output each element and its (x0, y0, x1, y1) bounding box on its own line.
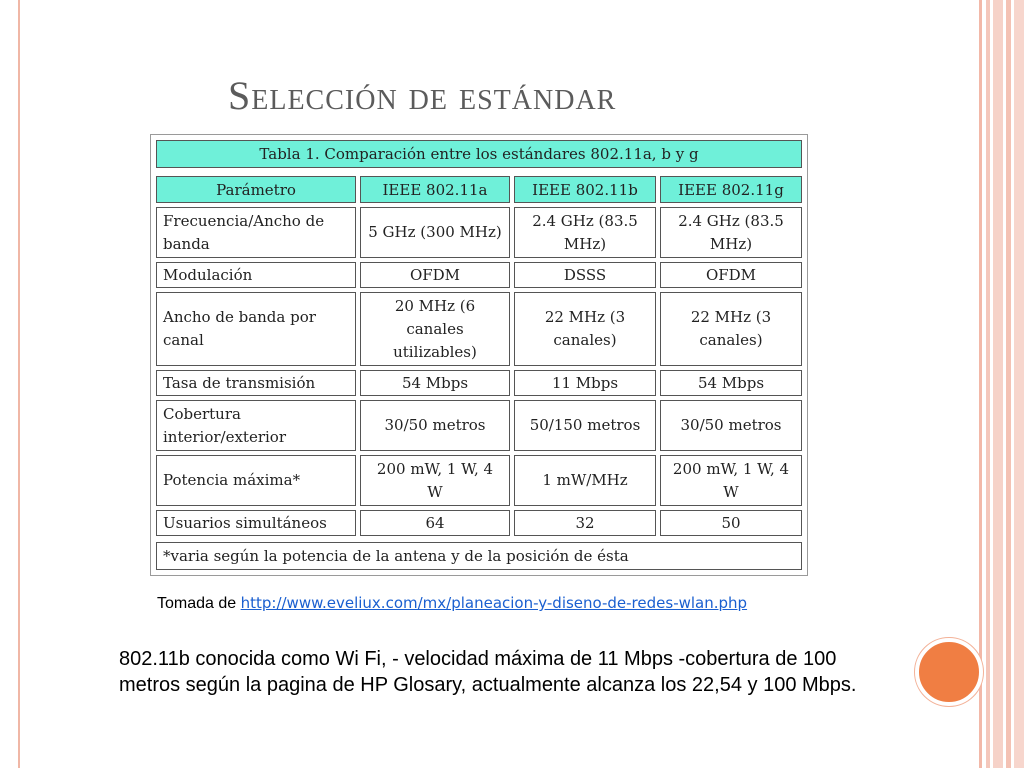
table-cell: DSSS (514, 262, 656, 288)
table-footnote: *varia según la potencia de la antena y de la posición de ésta (156, 542, 802, 570)
decorative-circle (915, 638, 983, 706)
table-row-param: Cobertura interior/exterior (156, 400, 356, 451)
table-cell: 54 Mbps (360, 370, 510, 396)
decorative-stripe (993, 0, 1003, 768)
table-cell: 200 mW, 1 W, 4 W (660, 455, 802, 506)
table-row-param: Frecuencia/Ancho de banda (156, 207, 356, 258)
source-link[interactable]: http://www.eveliux.com/mx/planeacion-y-diseno-de-redes-wlan.php (240, 594, 748, 612)
decorative-stripe (1006, 0, 1011, 768)
table-cell: 1 mW/MHz (514, 455, 656, 506)
table-cell: 50 (660, 510, 802, 536)
table-cell: OFDM (660, 262, 802, 288)
left-frame-line (18, 0, 20, 768)
header-80211g: IEEE 802.11g (660, 176, 802, 203)
table-cell: 2.4 GHz (83.5 MHz) (514, 207, 656, 258)
table-cell: OFDM (360, 262, 510, 288)
table-cell: 54 Mbps (660, 370, 802, 396)
table-cell: 64 (360, 510, 510, 536)
table-cell: 11 Mbps (514, 370, 656, 396)
header-80211a: IEEE 802.11a (360, 176, 510, 203)
table-cell: 50/150 metros (514, 400, 656, 451)
table-cell: 30/50 metros (660, 400, 802, 451)
table-cell: 32 (514, 510, 656, 536)
decorative-stripe (986, 0, 990, 768)
table-cell: 22 MHz (3 canales) (660, 292, 802, 366)
source-prefix: Tomada de (157, 595, 241, 612)
table-row-param: Usuarios simultáneos (156, 510, 356, 536)
table-row-param: Ancho de banda por canal (156, 292, 356, 366)
table-cell: 5 GHz (300 MHz) (360, 207, 510, 258)
table-cell: 22 MHz (3 canales) (514, 292, 656, 366)
source-line (157, 594, 747, 613)
decorative-stripe (1014, 0, 1024, 768)
decorative-stripe (979, 0, 982, 768)
table-cell: 2.4 GHz (83.5 MHz) (660, 207, 802, 258)
header-parametro: Parámetro (156, 176, 356, 203)
table-cell: 200 mW, 1 W, 4 W (360, 455, 510, 506)
table-cell: 20 MHz (6 canales utilizables) (360, 292, 510, 366)
table-caption: Tabla 1. Comparación entre los estándares 802.11a, b y g (156, 140, 802, 168)
table-row-param: Potencia máxima* (156, 455, 356, 506)
description-text: 802.11b conocida como Wi Fi, - velocidad máxima de 11 Mbps -cobertura de 100 metros según la pagina de HP Glosary, actualmente alcanza los 22,54 y 100 Mbps. (119, 648, 857, 696)
header-80211b: IEEE 802.11b (514, 176, 656, 203)
table-cell: 30/50 metros (360, 400, 510, 451)
comparison-table (146, 134, 810, 578)
table-row-param: Tasa de transmisión (156, 370, 356, 396)
slide-title: Selección de estándar (228, 73, 617, 118)
table-row-param: Modulación (156, 262, 356, 288)
